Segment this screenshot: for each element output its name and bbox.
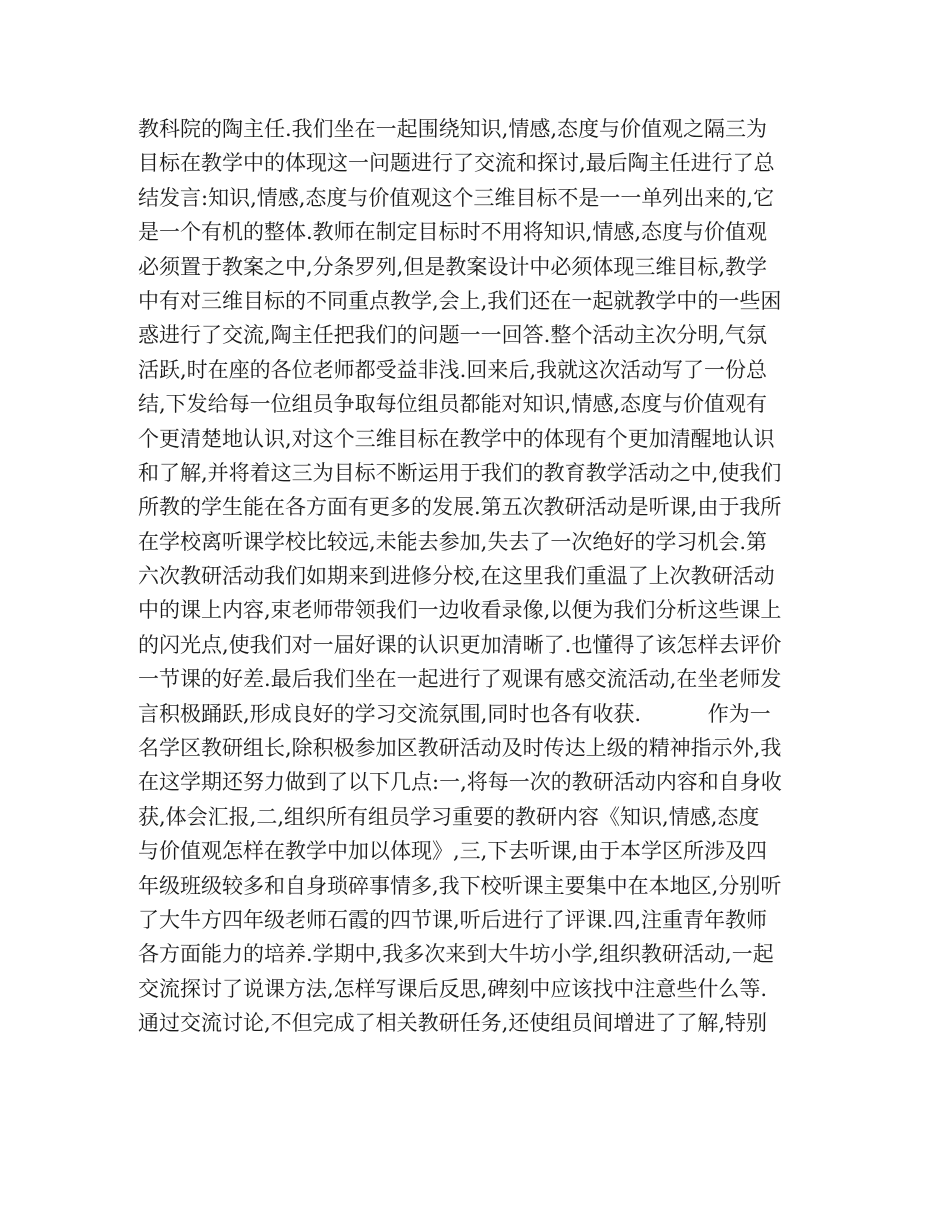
text-line: 的闪光点,使我们对一届好课的认识更加清晰了.也懂得了该怎样去评价 [138,632,782,657]
text-line: 与价值观怎样在教学中加以体现》,三,下去听课,由于本学区所涉及四 [138,839,768,864]
text-line: 活跃,时在座的各位老师都受益非浅.回来后,我就这次活动写了一份总 [138,357,768,382]
text-line: 获,体会汇报,二,组织所有组员学习重要的教研内容《知识,情感,态度 [138,804,760,829]
text-line: 中的课上内容,束老师带领我们一边收看录像,以便为我们分析这些课上 [138,598,782,623]
text-line: 名学区教研组长,除积极参加区教研活动及时传达上级的精神指示外,我 [138,736,782,761]
body-text [138,112,818,1041]
text-line: 目标在教学中的体现这一问题进行了交流和探讨,最后陶主任进行了总 [138,151,775,176]
text-line: 了大牛方四年级老师石霞的四节课,听后进行了评课.四,注重青年教师 [138,907,768,932]
text-line: 和了解,并将着这三为目标不断运用于我们的教育教学活动之中,使我们 [138,460,782,485]
text-line: 是一个有机的整体.教师在制定目标时不用将知识,情感,态度与价值观 [138,220,768,245]
text-line: 所教的学生能在各方面有更多的发展.第五次教研活动是听课,由于我所 [138,495,782,520]
text-line: 一节课的好差.最后我们坐在一起进行了观课有感交流活动,在坐老师发 [138,667,782,692]
text-line: 交流探讨了说课方法,怎样写课后反思,碑刻中应该找中注意些什么等. [138,976,768,1001]
text-line: 结,下发给每一位组员争取每位组员都能对知识,情感,态度与价值观有 [138,392,768,417]
text-line: 惑进行了交流,陶主任把我们的问题一一回答.整个活动主次分明,气氛 [138,323,768,348]
text-line: 年级班级较多和自身琐碎事情多,我下校听课主要集中在本地区,分别听 [138,873,782,898]
text-line: 六次教研活动我们如期来到进修分校,在这里我们重温了上次教研活动 [138,564,775,589]
text-line: 中有对三维目标的不同重点教学,会上,我们还在一起就教学中的一些困 [138,288,782,313]
text-line: 在这学期还努力做到了以下几点:一,将每一次的教研活动内容和自身收 [138,770,782,795]
text-line: 通过交流讨论,不但完成了相关教研任务,还使组员间增进了了解,特别 [138,1011,768,1036]
text-line: 教科院的陶主任.我们坐在一起围绕知识,情感,态度与价值观之隔三为 [138,117,768,141]
text-line: 个更清楚地认识,对这个三维目标在教学中的体现有个更加清醒地认识 [138,426,775,451]
text-line: 结发言:知识,情感,态度与价值观这个三维目标不是一一单列出来的,它 [138,185,775,210]
text-line: 言积极踊跃,形成良好的学习交流氛围,同时也各有收获. 作为一 [138,701,771,726]
text-line: 各方面能力的培养.学期中,我多次来到大牛坊小学,组织教研活动,一起 [138,942,774,967]
text-line: 必须置于教案之中,分条罗列,但是教案设计中必须体现三维目标,教学 [138,254,768,279]
text-line: 在学校离听课学校比较远,未能去参加,失去了一次绝好的学习机会.第 [138,529,768,554]
